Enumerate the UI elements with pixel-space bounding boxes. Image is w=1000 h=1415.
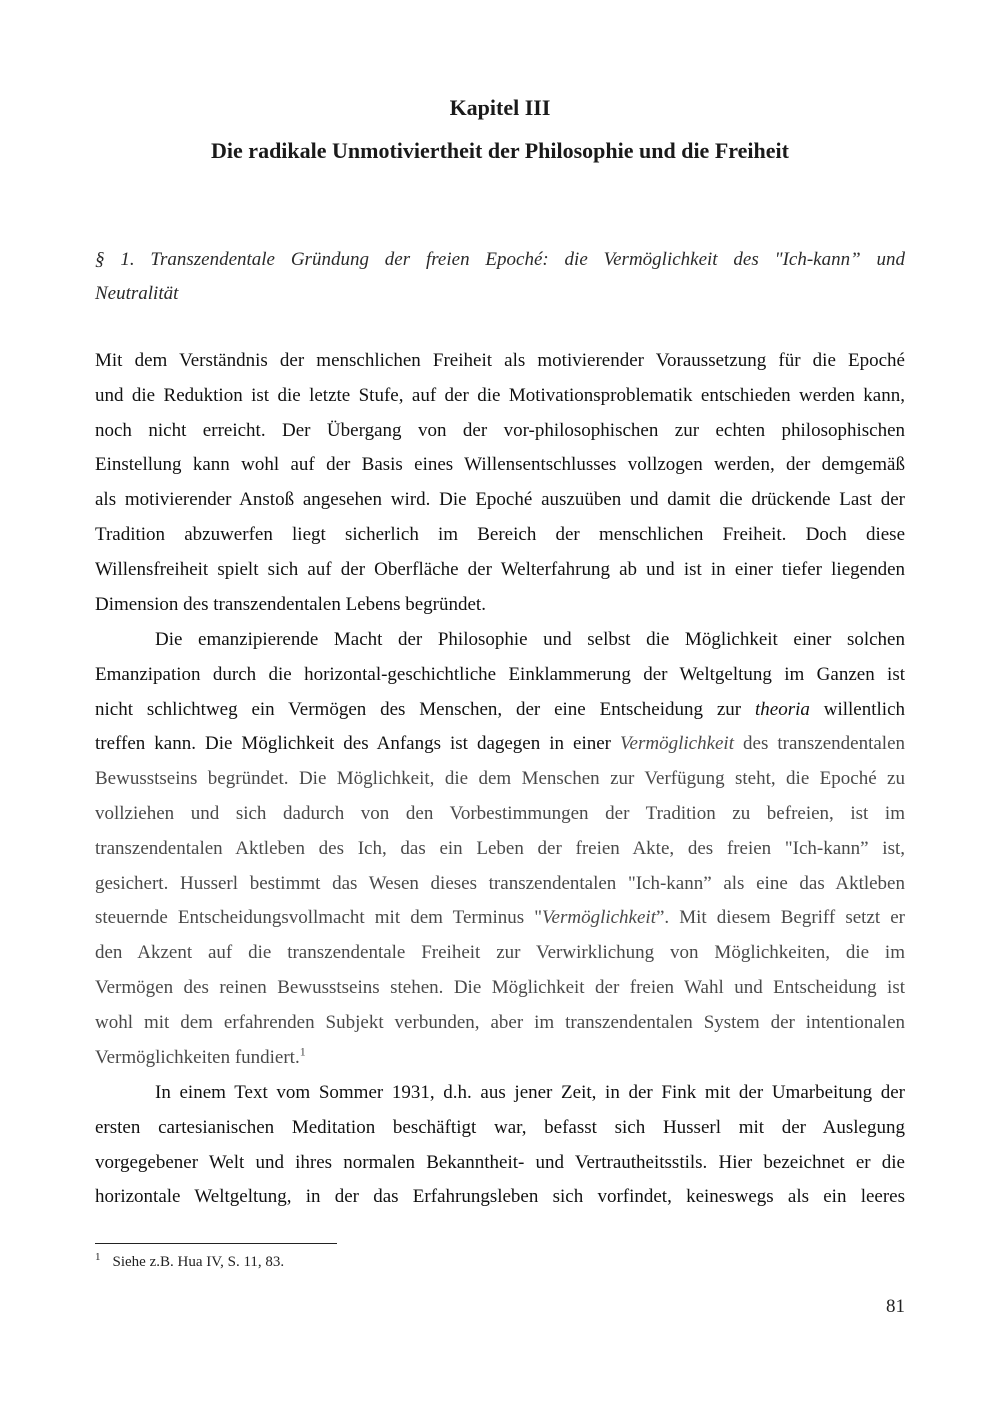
text-line: wohl mit dem erfahrenden Subjekt verbunden, aber im transzendentalen System der intentionalen	[95, 1011, 905, 1033]
text-line: transzendentalen Aktleben des Ich, das ein Leben der freien Akte, des freien "Ich-kann” ist,	[95, 837, 905, 859]
section-heading-line: Neutralität	[95, 283, 179, 304]
paragraph-2	[95, 623, 905, 1075]
paragraph-1	[95, 344, 905, 622]
page-number: 81	[886, 1296, 905, 1317]
chapter-title: Die radikale Unmotiviertheit der Philosophie und die Freiheit	[211, 138, 789, 163]
text-line: Bewusstseins begründet. Die Möglichkeit, die dem Menschen zur Verfügung steht, die Epoché zu	[95, 768, 905, 790]
text-line: Dimension des transzendentalen Lebens begründet.	[95, 593, 486, 615]
footnote-divider	[95, 1243, 337, 1244]
text-segment: nicht schlichtweg ein Vermögen des Menschen, der eine Entscheidung zur	[95, 698, 755, 720]
footnote	[95, 1252, 284, 1272]
paragraph-3	[95, 1076, 905, 1215]
section-heading-line: § 1. Transzendentale Gründung der freien Epoché: die Vermöglichkeit des "Ich-kann” und	[95, 249, 905, 270]
text-line: horizontale Weltgeltung, in der das Erfahrungsleben sich vorfindet, keineswegs als ein leeres	[95, 1186, 905, 1208]
footnote-reference[interactable]: 1	[299, 1044, 306, 1059]
text-line: noch nicht erreicht. Der Übergang von der vor-philosophischen zur echten philosophischen	[95, 419, 905, 441]
text-line: Emanzipation durch die horizontal-geschichtliche Einklammerung der Weltgeltung im Ganzen ist	[95, 663, 905, 685]
text-line: Die emanzipierende Macht der Philosophie und selbst die Möglichkeit einer solchen	[155, 629, 905, 650]
text-segment: steuernde Entscheidungsvollmacht mit dem Terminus "	[95, 907, 543, 929]
emphasis-vermoeglichkeit: Vermöglichkeit	[620, 733, 734, 755]
text-line: vollziehen und sich dadurch von den Vorbestimmungen der Tradition zu befreien, ist im	[95, 802, 905, 824]
text-segment: Vermöglichkeiten fundiert.	[95, 1046, 300, 1068]
text-line: In einem Text vom Sommer 1931, d.h. aus jener Zeit, in der Fink mit der Umarbeitung der	[155, 1082, 905, 1103]
text-line: Tradition abzuwerfen liegt sicherlich im Bereich der menschlichen Freiheit. Doch diese	[95, 523, 905, 545]
text-line	[95, 693, 905, 728]
section-heading	[95, 243, 905, 311]
text-line: Mit dem Verständnis der menschlichen Freiheit als motivierender Voraussetzung für die Epoché	[95, 350, 905, 371]
footnote-text: Siehe z.B. Hua IV, S. 11, 83.	[112, 1254, 285, 1270]
text-line: Vermögen des reinen Bewusstseins stehen. Die Möglichkeit der freien Wahl und Entscheidung ist	[95, 976, 905, 998]
text-line: gesichert. Husserl bestimmt das Wesen dieses transzendentalen "Ich-kann” als eine das Aktleben	[95, 872, 905, 894]
text-line	[95, 901, 905, 936]
text-line: ersten cartesianischen Meditation beschäftigt war, befasst sich Husserl mit der Auslegung	[95, 1116, 905, 1138]
text-line	[95, 1041, 905, 1076]
text-line: und die Reduktion ist die letzte Stufe, auf der die Motivationsproblematik entschieden werden kann,	[95, 384, 905, 406]
chapter-number: Kapitel III	[449, 95, 551, 120]
text-line: Einstellung kann wohl auf der Basis eines Willensentschlusses vollzogen werden, der demgemäß	[95, 454, 905, 476]
text-segment: willentlich	[809, 698, 906, 720]
text-line	[95, 727, 905, 762]
footnote-number: 1	[95, 1251, 101, 1263]
text-line: vorgegebener Welt und ihres normalen Bekanntheit- und Vertrautheitsstils. Hier bezeichnet er die	[95, 1151, 905, 1173]
text-segment: treffen kann. Die Möglichkeit des Anfangs ist dagegen in einer	[95, 733, 621, 755]
text-line: als motivierender Anstoß angesehen wird. Die Epoché auszuüben und damit die drückende Last der	[95, 489, 905, 511]
text-line: den Akzent auf die transzendentale Freiheit zur Verwirklichung von Möglichkeiten, die im	[95, 942, 905, 964]
emphasis-vermoeglichkeit-term: Vermöglichkeit	[542, 907, 656, 929]
emphasis-theoria: theoria	[755, 698, 810, 720]
text-segment: des transzendentalen	[734, 733, 906, 755]
text-segment: ”. Mit diesem Begriff setzt er	[655, 907, 905, 929]
text-line: Willensfreiheit spielt sich auf der Oberfläche der Welterfahrung ab und ist in einer tiefer liegenden	[95, 558, 905, 580]
